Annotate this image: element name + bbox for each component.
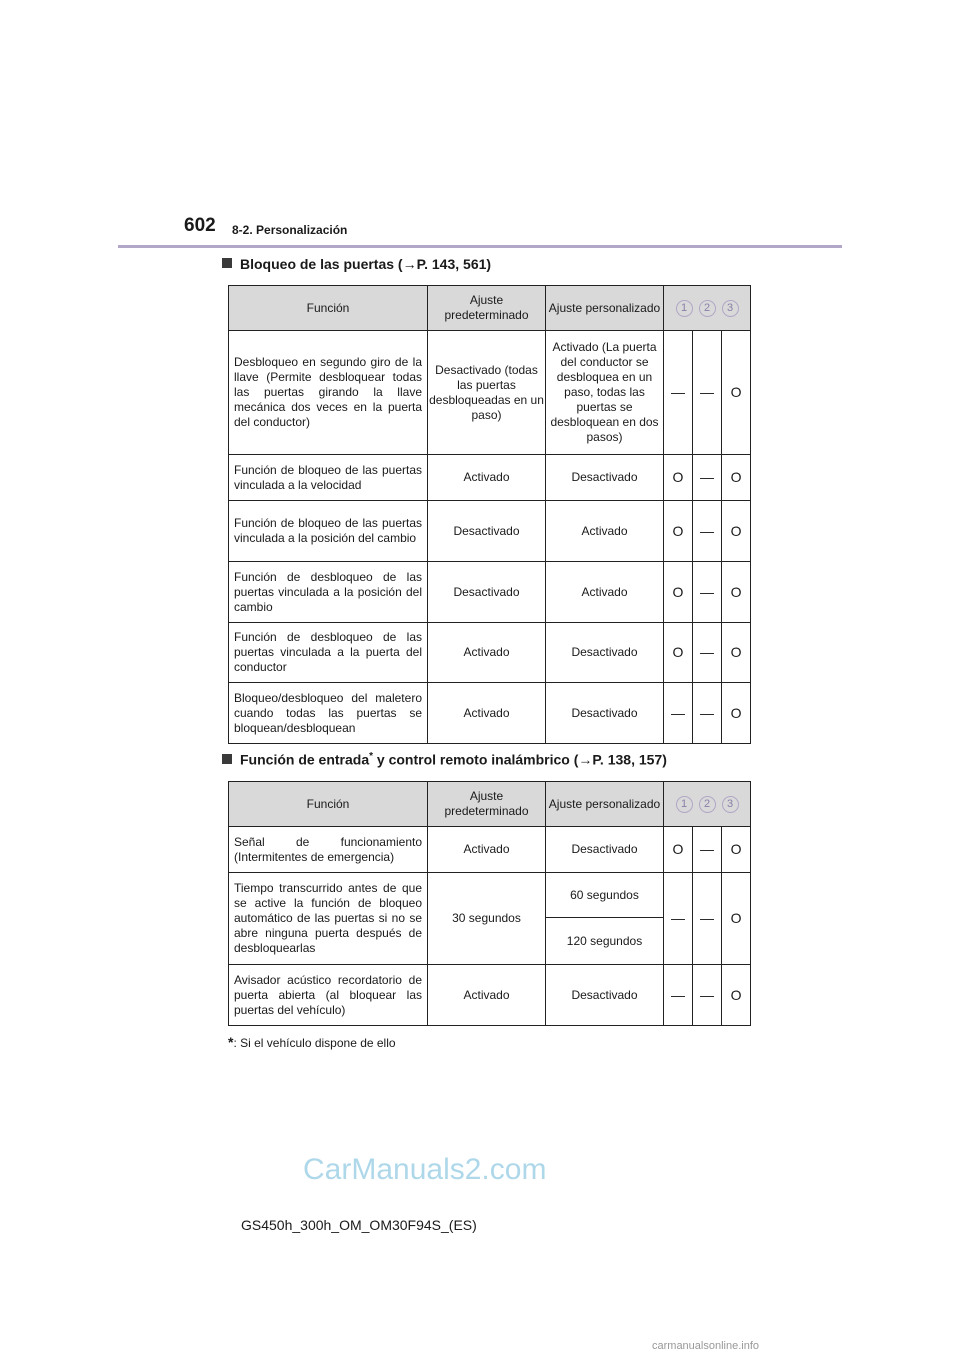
cell-ajuste-personalizado: Activado — [546, 562, 664, 623]
cell-mark-1: O — [664, 623, 693, 683]
heading-funcion-entrada: Función de entrada* y control remoto inalámbrico (→P. 138, 157) — [222, 751, 667, 768]
cell-mark-1: O — [664, 562, 693, 623]
cell-mark-2: — — [693, 683, 722, 744]
cell-ajuste-predeterminado: Desactivado — [428, 501, 546, 562]
cell-mark-1: — — [664, 331, 693, 455]
cell-ajuste-predeterminado: Desactivado — [428, 562, 546, 623]
cell-mark-1: — — [664, 965, 693, 1026]
table-row — [229, 683, 751, 744]
cell-ajuste-predeterminado: Activado — [428, 827, 546, 873]
circled-2-icon: 2 — [699, 796, 716, 813]
table-row — [229, 965, 751, 1026]
cell-funcion: Tiempo transcurrido antes de que se active la función de bloqueo automático de las puertas si no se abre ninguna puerta después de desbloquearlas — [229, 873, 428, 965]
asterisk-mark: * — [369, 751, 374, 762]
cell-ajuste-personalizado: Activado (La puerta del conductor se desbloquea en un paso, todas las puertas se desbloquean en dos pasos) — [546, 331, 664, 455]
table-funcion-entrada — [228, 781, 751, 1026]
square-bullet-icon — [222, 258, 232, 268]
cell-ajuste-personalizado: Desactivado — [546, 827, 664, 873]
cell-mark-2: — — [693, 827, 722, 873]
cell-ajuste-predeterminado: Activado — [428, 683, 546, 744]
cell-mark-3: O — [722, 827, 751, 873]
cell-funcion: Señal de funcionamiento (Intermitentes de emergencia) — [229, 827, 428, 873]
section-title: 8-2. Personalización — [232, 223, 348, 237]
cell-mark-3: O — [722, 623, 751, 683]
cell-funcion: Función de desbloqueo de las puertas vinculada a la puerta del conductor — [229, 623, 428, 683]
table-bloqueo-puertas — [228, 285, 751, 744]
footnote — [228, 1034, 396, 1050]
asterisk-mark: * — [228, 1034, 234, 1050]
cell-ajuste-personalizado: Desactivado — [546, 455, 664, 501]
cell-mark-2: — — [693, 623, 722, 683]
col-header-ajuste-predeterminado: Ajuste predeterminado — [428, 782, 546, 827]
circled-3-icon: 3 — [722, 300, 739, 317]
footnote-text: : Si el vehículo dispone de ello — [233, 1036, 396, 1050]
cell-funcion: Función de bloqueo de las puertas vinculada a la posición del cambio — [229, 501, 428, 562]
table-row — [229, 501, 751, 562]
cell-mark-1: — — [664, 683, 693, 744]
col-header-ajuste-personalizado: Ajuste personalizado — [546, 782, 664, 827]
cell-funcion: Función de bloqueo de las puertas vinculada a la velocidad — [229, 455, 428, 501]
cell-mark-2: — — [693, 873, 722, 965]
cell-mark-3: O — [722, 562, 751, 623]
table-row — [229, 331, 751, 455]
table-header-row — [229, 286, 751, 331]
col-header-numbers — [664, 286, 751, 331]
cell-mark-1: — — [664, 873, 693, 965]
cell-ajuste-personalizado: 120 segundos — [546, 918, 664, 965]
circled-1-icon: 1 — [676, 300, 693, 317]
cell-ajuste-predeterminado: 30 segundos — [428, 873, 546, 965]
table-row — [229, 827, 751, 873]
footer-document-code: GS450h_300h_OM_OM30F94S_(ES) — [241, 1217, 477, 1233]
col-header-funcion: Función — [229, 782, 428, 827]
cell-mark-1: O — [664, 455, 693, 501]
col-header-ajuste-personalizado: Ajuste personalizado — [546, 286, 664, 331]
circled-3-icon: 3 — [722, 796, 739, 813]
page-number: 602 — [184, 215, 216, 236]
cell-ajuste-personalizado: 60 segundos — [546, 873, 664, 918]
cell-mark-2: — — [693, 501, 722, 562]
col-header-numbers — [664, 782, 751, 827]
cell-mark-3: O — [722, 331, 751, 455]
cell-mark-2: — — [693, 562, 722, 623]
cell-ajuste-predeterminado: Activado — [428, 965, 546, 1026]
cell-mark-2: — — [693, 331, 722, 455]
col-header-funcion: Función — [229, 286, 428, 331]
cell-funcion: Función de desbloqueo de las puertas vinculada a la posición del cambio — [229, 562, 428, 623]
cell-mark-3: O — [722, 683, 751, 744]
table-row — [229, 623, 751, 683]
circled-2-icon: 2 — [699, 300, 716, 317]
cell-ajuste-personalizado: Desactivado — [546, 683, 664, 744]
cell-mark-3: O — [722, 455, 751, 501]
cell-funcion: Bloqueo/desbloqueo del maletero cuando todas las puertas se bloquean/desbloquean — [229, 683, 428, 744]
source-watermark: carmanualsonline.info — [652, 1340, 760, 1352]
cell-ajuste-predeterminado: Desactivado (todas las puertas desbloqueadas en un paso) — [428, 331, 546, 455]
cell-mark-3: O — [722, 965, 751, 1026]
cell-mark-3: O — [722, 501, 751, 562]
cell-mark-3: O — [722, 873, 751, 965]
cell-ajuste-predeterminado: Activado — [428, 455, 546, 501]
cell-mark-2: — — [693, 455, 722, 501]
cell-funcion: Avisador acústico recordatorio de puerta abierta (al bloquear las puertas del vehículo) — [229, 965, 428, 1026]
col-header-ajuste-predeterminado: Ajuste predeterminado — [428, 286, 546, 331]
watermark: CarManuals2.com — [303, 1153, 547, 1186]
header-divider — [118, 245, 842, 248]
cell-mark-1: O — [664, 827, 693, 873]
cell-mark-2: — — [693, 965, 722, 1026]
cell-funcion: Desbloqueo en segundo giro de la llave (Permite desbloquear todas las puertas girando la llave mecánica dos veces en la puerta del conductor) — [229, 331, 428, 455]
cell-ajuste-predeterminado: Activado — [428, 623, 546, 683]
cell-ajuste-personalizado: Desactivado — [546, 965, 664, 1026]
table-row — [229, 562, 751, 623]
circled-1-icon: 1 — [676, 796, 693, 813]
cell-ajuste-personalizado: Desactivado — [546, 623, 664, 683]
cell-mark-1: O — [664, 501, 693, 562]
table-header-row — [229, 782, 751, 827]
heading-bloqueo-puertas: Bloqueo de las puertas (→P. 143, 561) — [222, 256, 491, 272]
cell-ajuste-personalizado: Activado — [546, 501, 664, 562]
table-row — [229, 873, 751, 918]
table-row — [229, 455, 751, 501]
square-bullet-icon — [222, 754, 232, 764]
